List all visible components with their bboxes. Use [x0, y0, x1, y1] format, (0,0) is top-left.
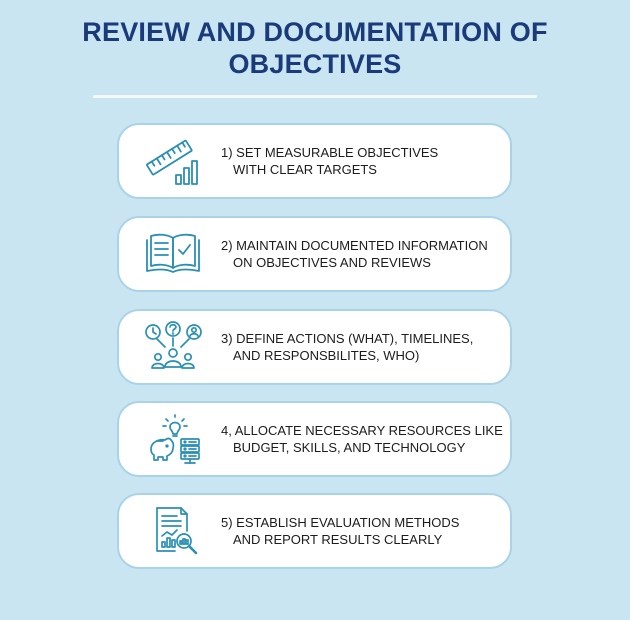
- open-book-check-icon: [143, 228, 203, 280]
- objective-card-2: [117, 216, 512, 292]
- objective-2-line-1: 2) MAINTAIN DOCUMENTED INFORMATION: [221, 238, 488, 253]
- objective-text-2: [221, 218, 492, 290]
- title-line-2: OBJECTIVES: [228, 49, 402, 79]
- page-title: [0, 16, 630, 80]
- objective-text-3: [221, 311, 492, 383]
- objective-card-4: [117, 401, 512, 477]
- objective-2-line-2: ON OBJECTIVES AND REVIEWS: [233, 255, 431, 270]
- title-divider: [93, 95, 537, 98]
- objective-card-3: [117, 309, 512, 385]
- objective-1-line-2: WITH CLEAR TARGETS: [233, 162, 377, 177]
- objective-3-line-2: AND RESPONSBILITES, WHO): [233, 348, 420, 363]
- objective-4-line-2: BUDGET, SKILLS, AND TECHNOLOGY: [233, 440, 466, 455]
- objective-text-1: [221, 125, 492, 197]
- objective-1-line-1: 1) SET MEASURABLE OBJECTIVES: [221, 145, 439, 160]
- report-magnifier-icon: [143, 505, 203, 557]
- resources-icon: [143, 413, 203, 465]
- objective-card-1: [117, 123, 512, 199]
- objective-card-5: [117, 493, 512, 569]
- ruler-chart-icon: [143, 135, 203, 187]
- objective-text-5: [221, 495, 492, 567]
- objective-5-line-1: 5) ESTABLISH EVALUATION METHODS: [221, 515, 460, 530]
- title-line-1: REVIEW AND DOCUMENTATION OF: [82, 17, 548, 47]
- objective-5-line-2: AND REPORT RESULTS CLEARLY: [233, 532, 443, 547]
- objective-text-4: [221, 403, 503, 475]
- objective-4-line-1: 4, ALLOCATE NECESSARY RESOURCES LIKE: [221, 423, 503, 438]
- team-clock-question-icon: [143, 321, 203, 373]
- objective-3-line-1: 3) DEFINE ACTIONS (WHAT), TIMELINES,: [221, 331, 474, 346]
